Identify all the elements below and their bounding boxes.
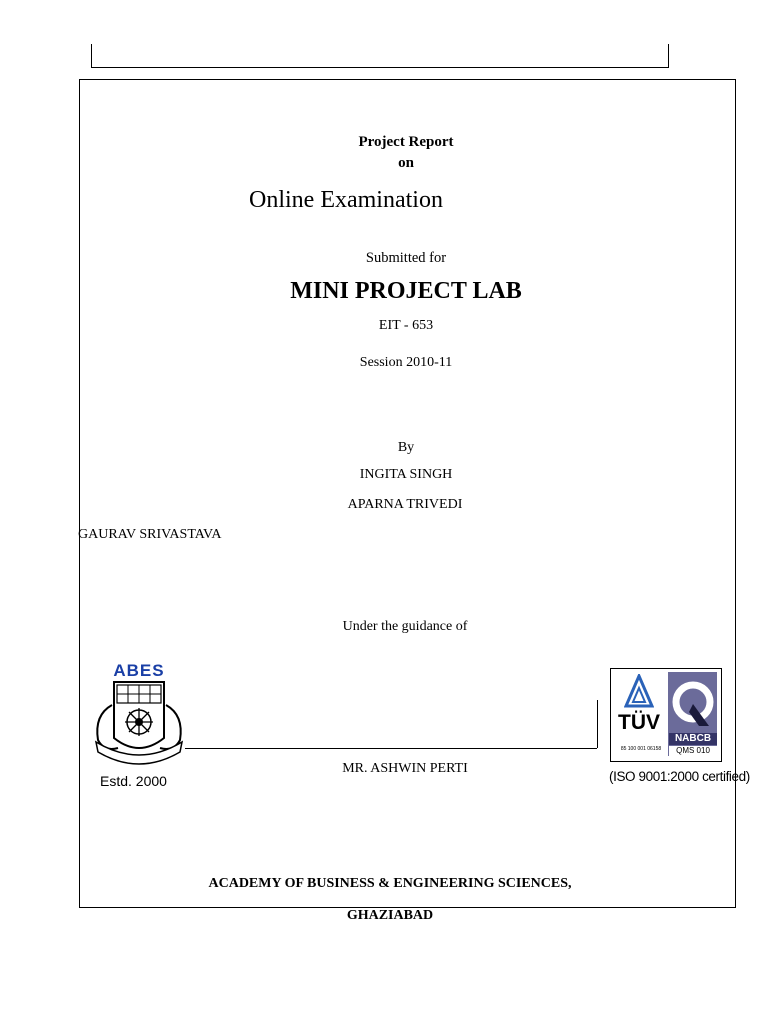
report-on-label: on bbox=[398, 155, 414, 171]
submitted-for-label: Submitted for bbox=[365, 250, 447, 266]
project-title: Online Examination bbox=[249, 187, 443, 213]
author-name: APARNA TRIVEDI bbox=[347, 497, 463, 512]
abes-established-label: Estd. 2000 bbox=[100, 773, 167, 789]
tuv-triangle-icon bbox=[624, 674, 654, 710]
institution-city: GHAZIABAD bbox=[346, 908, 434, 923]
by-label: By bbox=[397, 440, 415, 455]
author-name: INGITA SINGH bbox=[359, 467, 453, 482]
guidance-label: Under the guidance of bbox=[342, 619, 468, 634]
qms-label: QMS 010 bbox=[669, 746, 717, 756]
lab-title: MINI PROJECT LAB bbox=[290, 278, 522, 304]
tuv-number: 85 100 001 06158 bbox=[620, 746, 662, 752]
top-bracket-box bbox=[91, 44, 669, 68]
signature-line-tick bbox=[597, 700, 598, 748]
nabcb-q-icon bbox=[671, 676, 715, 732]
abes-wordmark: ABES bbox=[113, 661, 165, 680]
author-name: GAURAV SRIVASTAVA bbox=[78, 527, 222, 542]
iso-certified-label: (ISO 9001:2000 certified) bbox=[609, 769, 750, 784]
session-label: Session 2010-11 bbox=[359, 355, 453, 370]
institution-name: ACADEMY OF BUSINESS & ENGINEERING SCIENCES, bbox=[208, 876, 572, 891]
guide-name: MR. ASHWIN PERTI bbox=[342, 761, 468, 776]
signature-line bbox=[185, 748, 597, 749]
report-label: Project Report bbox=[358, 134, 454, 150]
nabcb-label: NABCB bbox=[669, 733, 717, 745]
course-code: EIT - 653 bbox=[378, 318, 434, 333]
tuv-label: TÜV bbox=[618, 711, 660, 734]
